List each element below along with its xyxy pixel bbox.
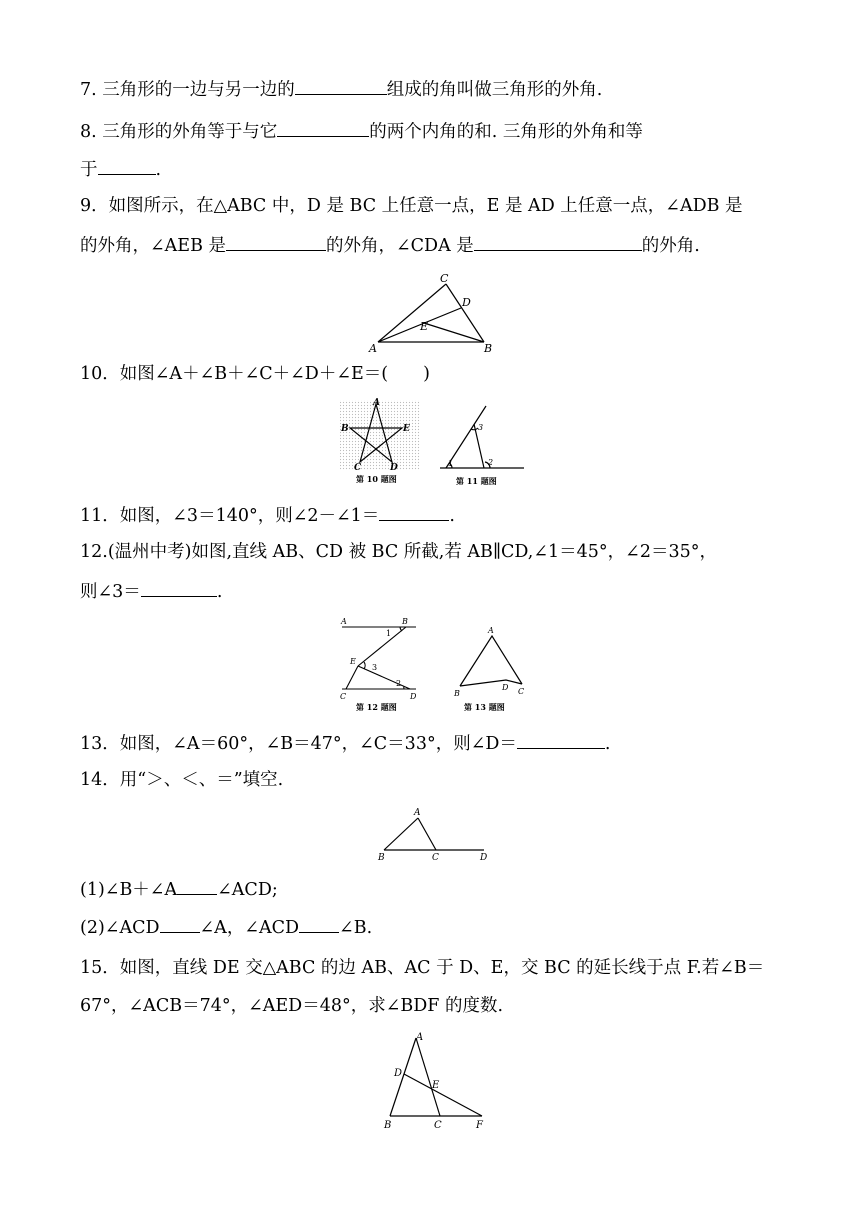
figure-q14	[372, 804, 498, 862]
q12-text-start: 则∠3＝	[80, 582, 141, 602]
q7-text-end: 组成的角叫做三角形的外角.	[386, 80, 603, 100]
q11-text-start: 11．如图，∠3＝140°，则∠2－∠1＝	[80, 506, 380, 526]
fig15-label-b: B	[384, 1120, 392, 1131]
question-10: 10．如图∠A＋∠B＋∠C＋∠D＋∠E＝( )	[80, 364, 430, 384]
q8-text-start: 8. 三角形的外角等于与它	[80, 122, 278, 142]
fig12-caption: 第 12 题图	[356, 702, 397, 712]
fig13-label-b: B	[454, 689, 460, 698]
fig15-label-f: F	[476, 1120, 483, 1131]
q8-text-end: .	[155, 160, 162, 180]
question-12-line-2	[80, 578, 222, 604]
fig10-label-c: C	[354, 463, 362, 473]
fig11-label-3: 3	[478, 423, 484, 432]
question-14-part-1	[80, 876, 278, 902]
q8-text-line2: 于	[80, 160, 98, 180]
fig13-label-c: C	[518, 687, 525, 696]
fig14-label-b: B	[378, 853, 385, 862]
q8-text-mid: 的两个内角的和. 三角形的外角和等	[369, 122, 643, 142]
question-13	[80, 730, 610, 756]
fig12-label-e: E	[350, 657, 356, 666]
q7-text-start: 7. 三角形的一边与另一边的	[80, 80, 295, 100]
q9-text-mid: 的外角，∠CDA 是	[326, 236, 474, 256]
q14-p2-answer-blank-1[interactable]	[160, 914, 200, 933]
q9-answer-blank-1[interactable]	[226, 232, 326, 251]
fig10-label-b: B	[341, 424, 349, 434]
fig10-caption: 第 10 题图	[356, 474, 397, 484]
fig11-label-2: 2	[488, 458, 494, 467]
question-14-title: 14．用“＞、＜、＝”填空.	[80, 770, 284, 790]
q9-answer-blank-2[interactable]	[474, 232, 642, 251]
fig10-label-e: E	[403, 424, 410, 434]
question-8-line-1	[80, 118, 643, 144]
fig14-label-d: D	[480, 853, 488, 862]
fig15-label-d: D	[394, 1068, 403, 1079]
fig11-caption: 第 11 题图	[456, 476, 497, 486]
fig12-label-1: 1	[386, 629, 392, 638]
question-9-line-2	[80, 232, 700, 258]
fig13-label-d: D	[502, 683, 509, 692]
q8-answer-blank-2[interactable]	[98, 156, 156, 175]
fig10-label-d: D	[390, 463, 398, 473]
fig11-label-1: 1	[448, 459, 454, 468]
fig12-label-2: 2	[396, 679, 402, 688]
q14-p1-text-start: (1)∠B＋∠A	[80, 880, 178, 900]
fig15-label-e: E	[432, 1080, 440, 1091]
q14-p1-text-end: ∠ACD;	[217, 880, 278, 900]
question-15-line-1: 15．如图，直线 DE 交△ABC 的边 AB、AC 于 D、E，交 BC 的延长线于点 F.若∠B＝	[80, 958, 765, 978]
q11-text-end: .	[449, 506, 455, 526]
q14-p2-answer-blank-2[interactable]	[299, 914, 339, 933]
fig14-label-c: C	[432, 853, 439, 862]
q12-text-end: .	[216, 582, 223, 602]
q14-p1-answer-blank[interactable]	[177, 876, 217, 895]
fig15-label-a: A	[416, 1032, 424, 1043]
fig9-label-e: E	[420, 320, 429, 333]
q7-answer-blank[interactable]	[295, 76, 387, 95]
figure-q12	[336, 614, 428, 714]
q14-p2-text-a: (2)∠ACD	[80, 918, 160, 938]
fig14-label-a: A	[414, 808, 421, 818]
figure-q13	[446, 616, 538, 714]
fig9-label-a: A	[369, 342, 377, 355]
figure-q10	[336, 398, 426, 486]
q11-answer-blank[interactable]	[379, 502, 449, 521]
question-9-line-1: 9．如图所示，在△ABC 中，D 是 BC 上任意一点，E 是 AD 上任意一点，∠ADB 是	[80, 196, 743, 216]
q9-text-start: 的外角，∠AEB 是	[80, 236, 226, 256]
figure-q15	[378, 1030, 494, 1132]
fig12-label-b: B	[402, 617, 408, 626]
question-8-line-2	[80, 156, 161, 182]
fig12-label-d: D	[410, 692, 417, 701]
q14-p2-text-c: ∠B.	[339, 918, 373, 938]
fig13-caption: 第 13 题图	[464, 702, 505, 712]
q8-answer-blank-1[interactable]	[277, 118, 369, 137]
q9-text-end: 的外角.	[641, 236, 700, 256]
question-7	[80, 76, 602, 102]
fig9-label-c: C	[440, 272, 449, 285]
question-12-line-1: 12.(温州中考)如图,直线 AB、CD 被 BC 所截,若 AB∥CD,∠1＝45°，∠2＝35°，	[80, 542, 717, 562]
question-15-line-2: 67°，∠ACB＝74°，∠AED＝48°，求∠BDF 的度数.	[80, 996, 504, 1016]
figure-q11	[436, 400, 528, 486]
fig9-label-d: D	[462, 296, 471, 309]
fig15-label-c: C	[434, 1120, 442, 1131]
q13-text-end: .	[604, 734, 611, 754]
question-14-part-2	[80, 914, 372, 940]
fig10-label-a: A	[373, 398, 380, 408]
figure-q9	[360, 270, 510, 356]
q14-p2-text-b: ∠A，∠ACD	[199, 918, 300, 938]
q13-text-start: 13．如图，∠A＝60°，∠B＝47°，∠C＝33°，则∠D＝	[80, 734, 517, 754]
fig12-label-c: C	[340, 692, 347, 701]
q12-answer-blank[interactable]	[141, 578, 217, 597]
q13-answer-blank[interactable]	[517, 730, 605, 749]
fig12-label-3: 3	[372, 663, 378, 672]
fig9-label-b: B	[484, 342, 493, 355]
question-11	[80, 502, 455, 528]
fig13-label-a: A	[488, 626, 494, 635]
fig12-label-a: A	[341, 617, 347, 626]
